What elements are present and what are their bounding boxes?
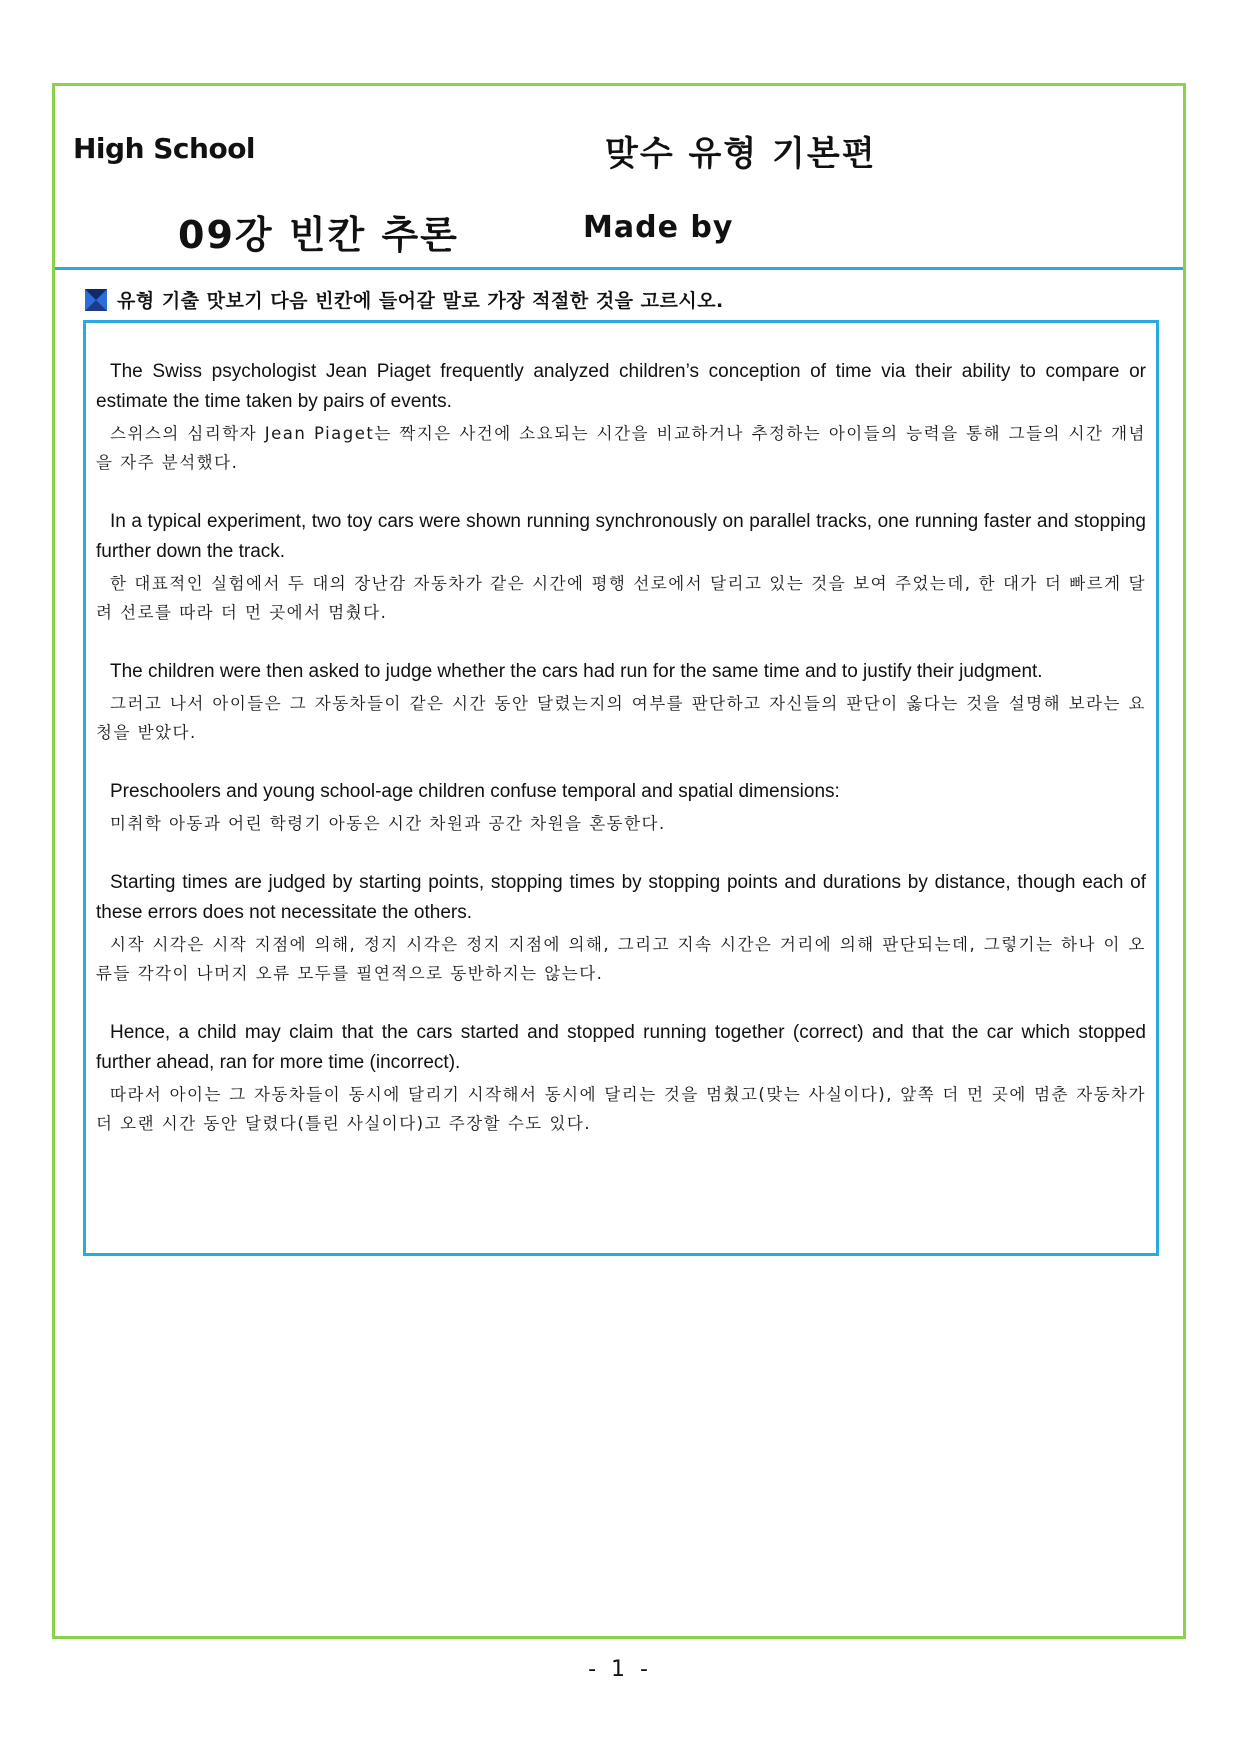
english-sentence: Starting times are judged by starting points, stopping times by stopping points and durations by distance, though each of these errors does not necessitate the others. <box>96 872 1146 923</box>
lesson-title: 09강 빈칸 추론 <box>178 213 459 257</box>
made-by-label: Made by <box>583 210 734 245</box>
korean-translation: 미취학 아동과 어린 학령기 아동은 시간 차원과 공간 차원을 혼동한다. <box>110 814 666 833</box>
passage-paragraph <box>96 777 1146 838</box>
section-heading <box>85 286 724 313</box>
passage-paragraph <box>96 507 1146 627</box>
book-title: 맞수 유형 기본편 <box>605 134 877 174</box>
blue-triangle-square-icon <box>85 289 107 311</box>
page-number: - 1 - <box>588 1657 652 1682</box>
korean-translation: 그러고 나서 아이들은 그 자동차들이 같은 시간 동안 달렸는지의 여부를 판단하고 자신들의 판단이 옳다는 것을 설명해 보라는 요청을 받았다. <box>96 694 1146 742</box>
korean-translation: 한 대표적인 실험에서 두 대의 장난감 자동차가 같은 시간에 평행 선로에서 달리고 있는 것을 보여 주었는데, 한 대가 더 빠르게 달려 선로를 따라 더 먼 곳에서 멈췄다. <box>96 574 1146 622</box>
english-sentence: The Swiss psychologist Jean Piaget frequently analyzed children’s conception of time via their ability to compare or estimate the time taken by pairs of events. <box>96 361 1146 412</box>
passage-paragraph <box>96 868 1146 988</box>
passage-paragraph <box>96 657 1146 747</box>
section-heading-text: 유형 기출 맛보기 다음 빈칸에 들어갈 말로 가장 적절한 것을 고르시오. <box>117 290 724 312</box>
english-sentence: Hence, a child may claim that the cars started and stopped running together (correct) and that the car which stopped further ahead, ran for more time (incorrect). <box>96 1022 1146 1073</box>
english-sentence: Preschoolers and young school-age children confuse temporal and spatial dimensions: <box>110 781 840 802</box>
english-sentence: The children were then asked to judge whether the cars had run for the same time and to justify their judgment. <box>110 661 1043 682</box>
korean-translation: 스위스의 심리학자 Jean Piaget는 짝지은 사건에 소요되는 시간을 비교하거나 추정하는 아이들의 능력을 통해 그들의 시간 개념을 자주 분석했다. <box>96 424 1146 472</box>
passage-paragraph <box>96 357 1146 477</box>
passage-paragraph <box>96 1018 1146 1138</box>
passage-box <box>83 320 1159 1256</box>
level-label: High School <box>73 132 256 165</box>
page-header <box>55 86 1183 270</box>
korean-translation: 시작 시각은 시작 지점에 의해, 정지 시각은 정지 지점에 의해, 그리고 지속 시간은 거리에 의해 판단되는데, 그렇기는 하나 이 오류들 각각이 나머지 오류 모두를 필연적으로 동반하지는 않는다. <box>96 935 1146 983</box>
english-sentence: In a typical experiment, two toy cars were shown running synchronously on parallel tracks, one running faster and stopping further down the track. <box>96 511 1146 562</box>
korean-translation: 따라서 아이는 그 자동차들이 동시에 달리기 시작해서 동시에 달리는 것을 멈췄고(맞는 사실이다), 앞쪽 더 먼 곳에 멈춘 자동차가 더 오랜 시간 동안 달렸다(틀린 사실이다)고 주장할 수도 있다. <box>96 1085 1146 1133</box>
page-frame <box>52 83 1186 1639</box>
